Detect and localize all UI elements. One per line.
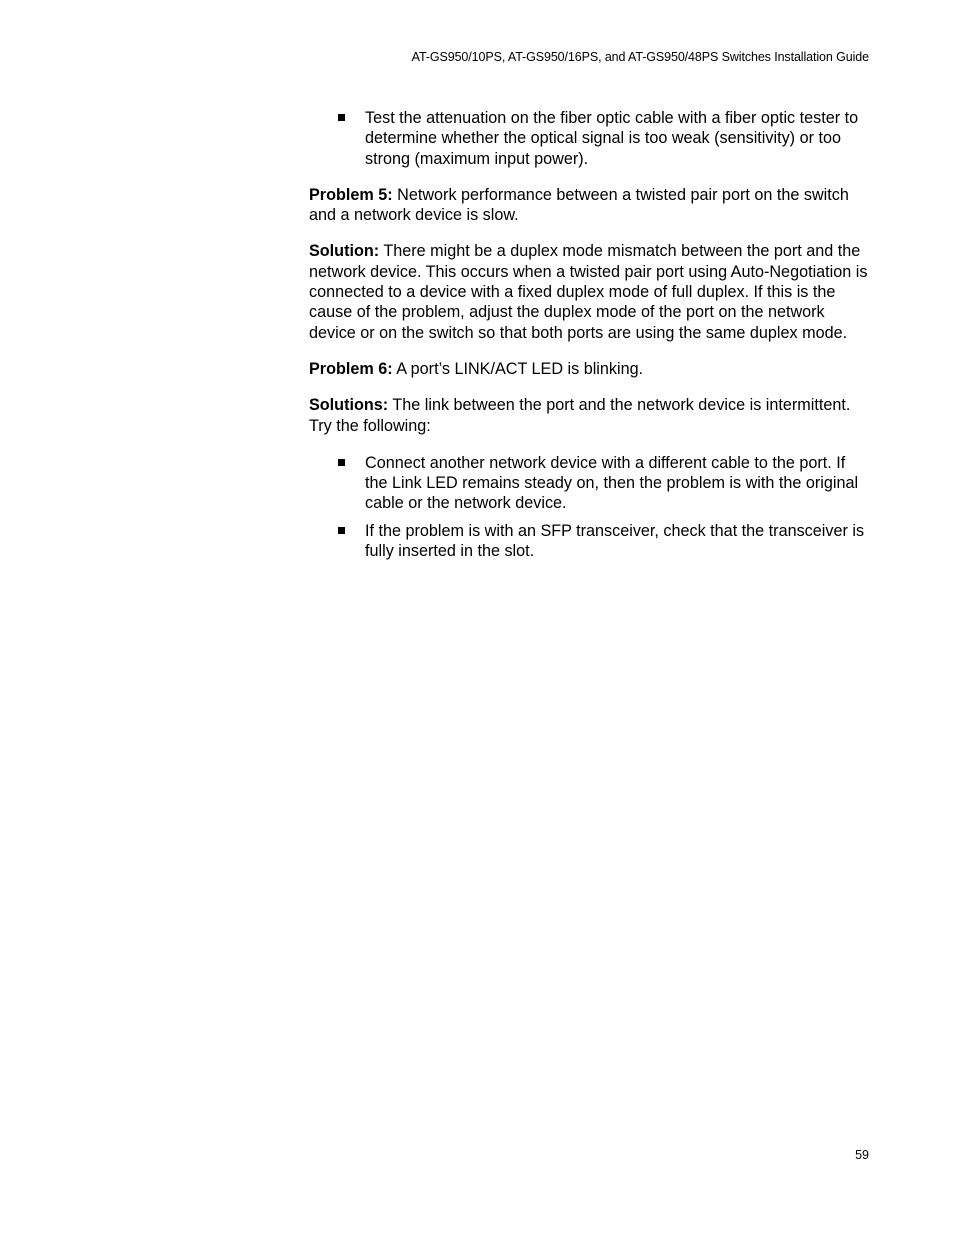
page-content <box>309 108 869 561</box>
bullet-text: If the problem is with an SFP transceiver, check that the transceiver is fully inserted in the slot. <box>365 521 865 561</box>
bullet-list-solutions <box>309 453 869 561</box>
bullet-list-fiber <box>309 108 869 169</box>
solution-5-label: Solution: <box>309 242 380 261</box>
solutions-6-text: The link between the port and the network device is intermittent. Try the following: <box>309 396 851 435</box>
problem-5-paragraph <box>309 185 869 226</box>
page-number: 59 <box>855 1148 869 1162</box>
problem-5-text: Network performance between a twisted pair port on the switch and a network device is slow. <box>309 185 849 225</box>
list-item <box>309 453 869 514</box>
square-bullet-icon <box>338 114 345 121</box>
square-bullet-icon <box>338 527 345 534</box>
list-item <box>309 521 869 562</box>
running-header: AT-GS950/10PS, AT-GS950/16PS, and AT-GS950/48PS Switches Installation Guide <box>411 50 869 64</box>
problem-6-text: A port’s LINK/ACT LED is blinking. <box>396 359 644 378</box>
problem-5-label: Problem 5: <box>309 185 393 204</box>
list-item <box>309 108 869 169</box>
problem-6-paragraph <box>309 359 869 379</box>
square-bullet-icon <box>338 459 345 466</box>
bullet-text: Test the attenuation on the fiber optic cable with a fiber optic tester to determine whether the optical signal is too weak (sensitivity) or too strong (maximum input power). <box>365 109 859 168</box>
problem-6-label: Problem 6: <box>309 359 393 378</box>
solution-5-paragraph <box>309 241 869 342</box>
solutions-6-label: Solutions: <box>309 396 389 415</box>
bullet-text: Connect another network device with a different cable to the port. If the Link LED remains steady on, then the problem is with the original cable or the network device. <box>365 453 859 513</box>
solutions-6-paragraph <box>309 395 869 436</box>
solution-5-text: There might be a duplex mode mismatch between the port and the network device. This occurs when a twisted pair port using Auto-Negotiation is connected to a device with a fixed duplex mode of full duplex. If this is the cause of the problem, adjust the duplex mode of the port on the network device or on the switch so that both ports are using the same duplex mode. <box>309 242 868 342</box>
